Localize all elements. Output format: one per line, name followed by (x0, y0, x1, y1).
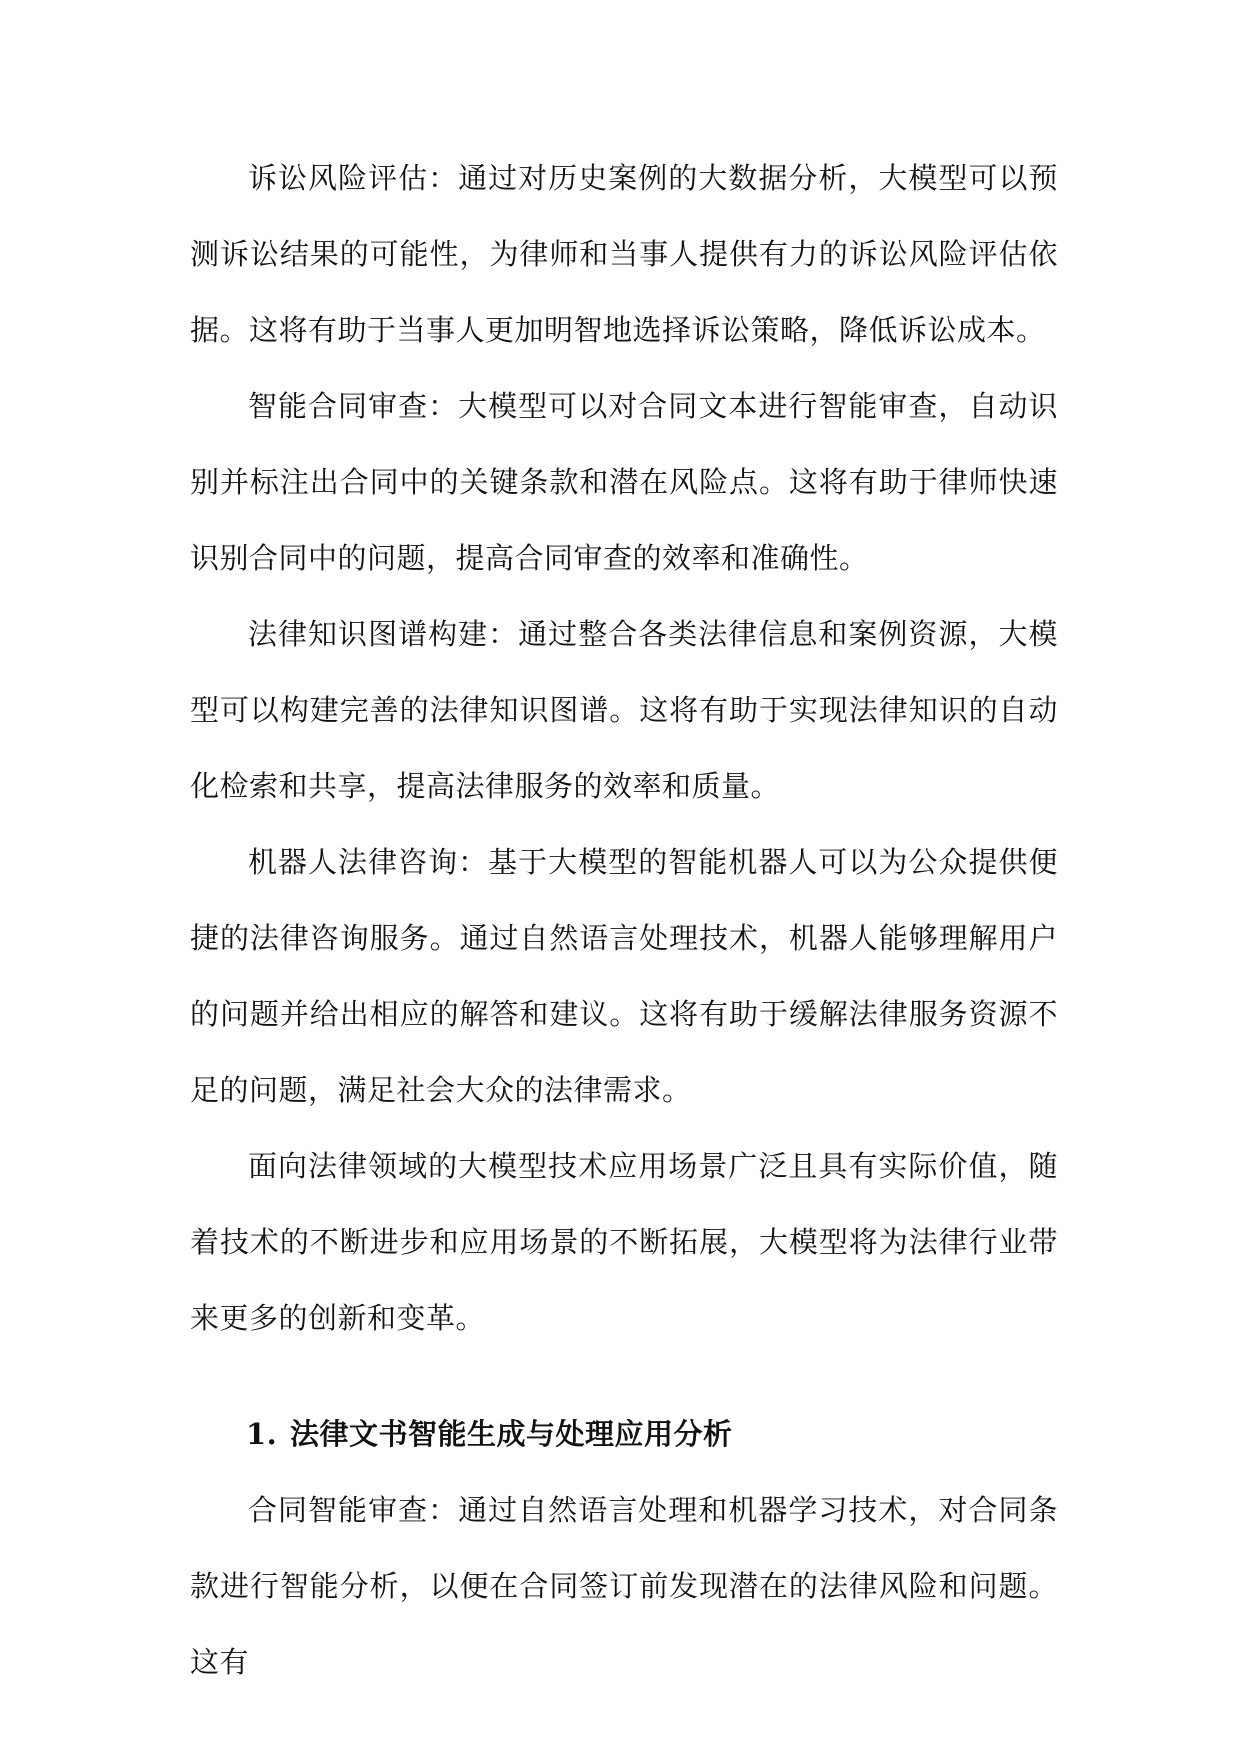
paragraph-robot-consultation: 机器人法律咨询：基于大模型的智能机器人可以为公众提供便捷的法律咨询服务。通过自然语言处理技术，机器人能够理解用户的问题并给出相应的解答和建议。这将有助于缓解法律服务资源不足的问题，满足社会大众的法律需求。 (190, 845, 1058, 1107)
section-heading (190, 1396, 1058, 1472)
paragraph-litigation-risk: 诉讼风险评估：通过对历史案例的大数据分析，大模型可以预测诉讼结果的可能性，为律师和当事人提供有力的诉讼风险评估依据。这将有助于当事人更加明智地选择诉讼策略，降低诉讼成本。 (190, 161, 1058, 347)
paragraph-contract-smart-review: 合同智能审查：通过自然语言处理和机器学习技术，对合同条款进行智能分析，以便在合同签订前发现潜在的法律风险和问题。这有 (190, 1493, 1058, 1679)
paragraph-knowledge-graph: 法律知识图谱构建：通过整合各类法律信息和案例资源，大模型可以构建完善的法律知识图谱。这将有助于实现法律知识的自动化检索和共享，提高法律服务的效率和质量。 (190, 617, 1058, 803)
paragraph-contract-review: 智能合同审查：大模型可以对合同文本进行智能审查，自动识别并标注出合同中的关键条款和潜在风险点。这将有助于律师快速识别合同中的问题，提高合同审查的效率和准确性。 (190, 389, 1058, 575)
section-number: 1. (246, 1417, 278, 1451)
document-body (190, 140, 1058, 1700)
paragraph-summary: 面向法律领域的大模型技术应用场景广泛且具有实际价值，随着技术的不断进步和应用场景的不断拓展，大模型将为法律行业带来更多的创新和变革。 (190, 1149, 1058, 1335)
section-title: 法律文书智能生成与处理应用分析 (290, 1417, 733, 1451)
